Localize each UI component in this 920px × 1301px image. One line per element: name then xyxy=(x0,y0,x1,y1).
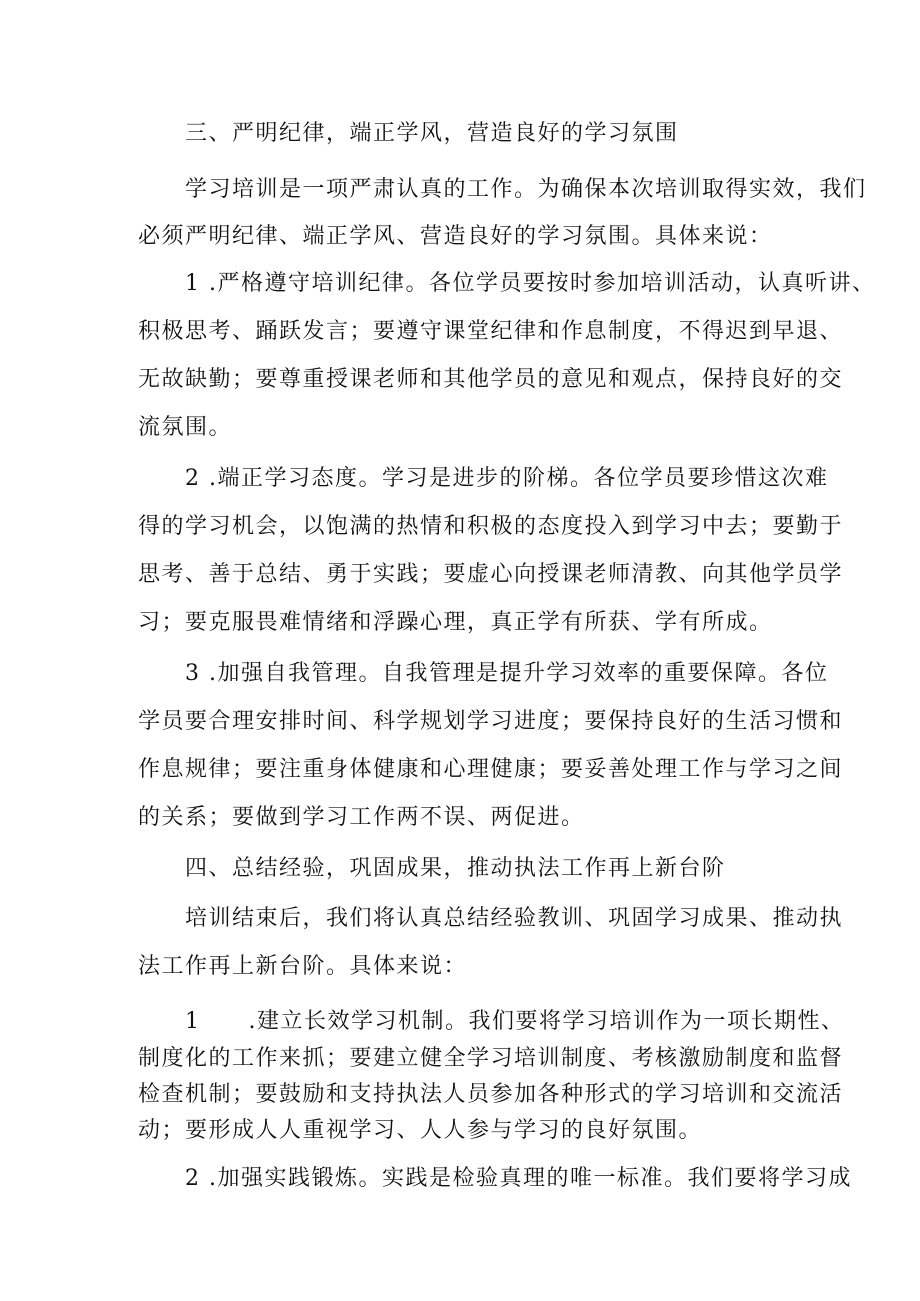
section-3-item-3-line-3: 作息规律；要注重身体健康和心理健康；要妥善处理工作与学习之间 xyxy=(138,757,844,782)
section-3-item-3-line-1: 3 .加强自我管理。自我管理是提升学习效率的重要保障。各位 xyxy=(185,661,829,686)
section-3-heading: 三、严明纪律，端正学风，营造良好的学习氛围 xyxy=(185,121,679,146)
section-4-item-1-text: .建立长效学习机制。我们要将学习培训作为一项长期性、 xyxy=(248,1009,845,1034)
section-3-item-2-line-4: 习；要克服畏难情绪和浮躁心理，真正学有所获、学有所成。 xyxy=(138,610,773,635)
section-3-item-1-line-1: 1 .严格遵守培训纪律。各位学员要按时参加培训活动，认真听讲、 xyxy=(185,271,876,296)
section-3-intro-line-2: 必须严明纪律、端正学风、营造良好的学习氛围。具体来说： xyxy=(138,224,773,249)
section-4-item-1-line-3: 检查机制；要鼓励和支持执法人员参加各种形式的学习培训和交流活 xyxy=(138,1082,844,1107)
section-4-intro-line-2: 法工作再上新台阶。具体来说： xyxy=(138,954,468,979)
section-3-item-1-line-4: 流氛围。 xyxy=(138,415,233,440)
section-4-item-1-number: 1 xyxy=(185,1009,201,1034)
section-4-item-1-line-4: 动；要形成人人重视学习、人人参与学习的良好氛围。 xyxy=(138,1118,703,1143)
section-4-item-1-line-1 xyxy=(185,1008,845,1036)
section-4-item-1-line-2: 制度化的工作来抓；要建立健全学习培训制度、考核激励制度和监督 xyxy=(138,1046,844,1071)
section-4-heading: 四、总结经验，巩固成果，推动执法工作再上新台阶 xyxy=(185,856,726,881)
section-3-intro-line-1: 学习培训是一项严肃认真的工作。为确保本次培训取得实效，我们 xyxy=(185,177,867,202)
section-3-item-3-line-2: 学员要合理安排时间、科学规划学习进度；要保持良好的生活习惯和 xyxy=(138,709,844,734)
section-4-item-2-line-1: 2 .加强实践锻炼。实践是检验真理的唯一标准。我们要将学习成 xyxy=(185,1166,852,1191)
section-3-item-2-line-1: 2 .端正学习态度。学习是进步的阶梯。各位学员要珍惜这次难 xyxy=(185,466,829,491)
section-3-item-2-line-3: 思考、善于总结、勇于实践；要虚心向授课老师清教、向其他学员学 xyxy=(138,562,844,587)
section-3-item-1-line-2: 积极思考、踊跃发言；要遵守课堂纪律和作息制度，不得迟到早退、 xyxy=(138,319,844,344)
section-3-item-3-line-4: 的关系；要做到学习工作两不误、两促进。 xyxy=(138,805,585,830)
section-3-item-1-line-3: 无故缺勤；要尊重授课老师和其他学员的意见和观点，保持良好的交 xyxy=(138,367,844,392)
section-3-item-2-line-2: 得的学习机会，以饱满的热情和积极的态度投入到学习中去；要勤于 xyxy=(138,514,844,539)
section-4-intro-line-1: 培训结束后，我们将认真总结经验教训、巩固学习成果、推动执 xyxy=(185,906,844,931)
